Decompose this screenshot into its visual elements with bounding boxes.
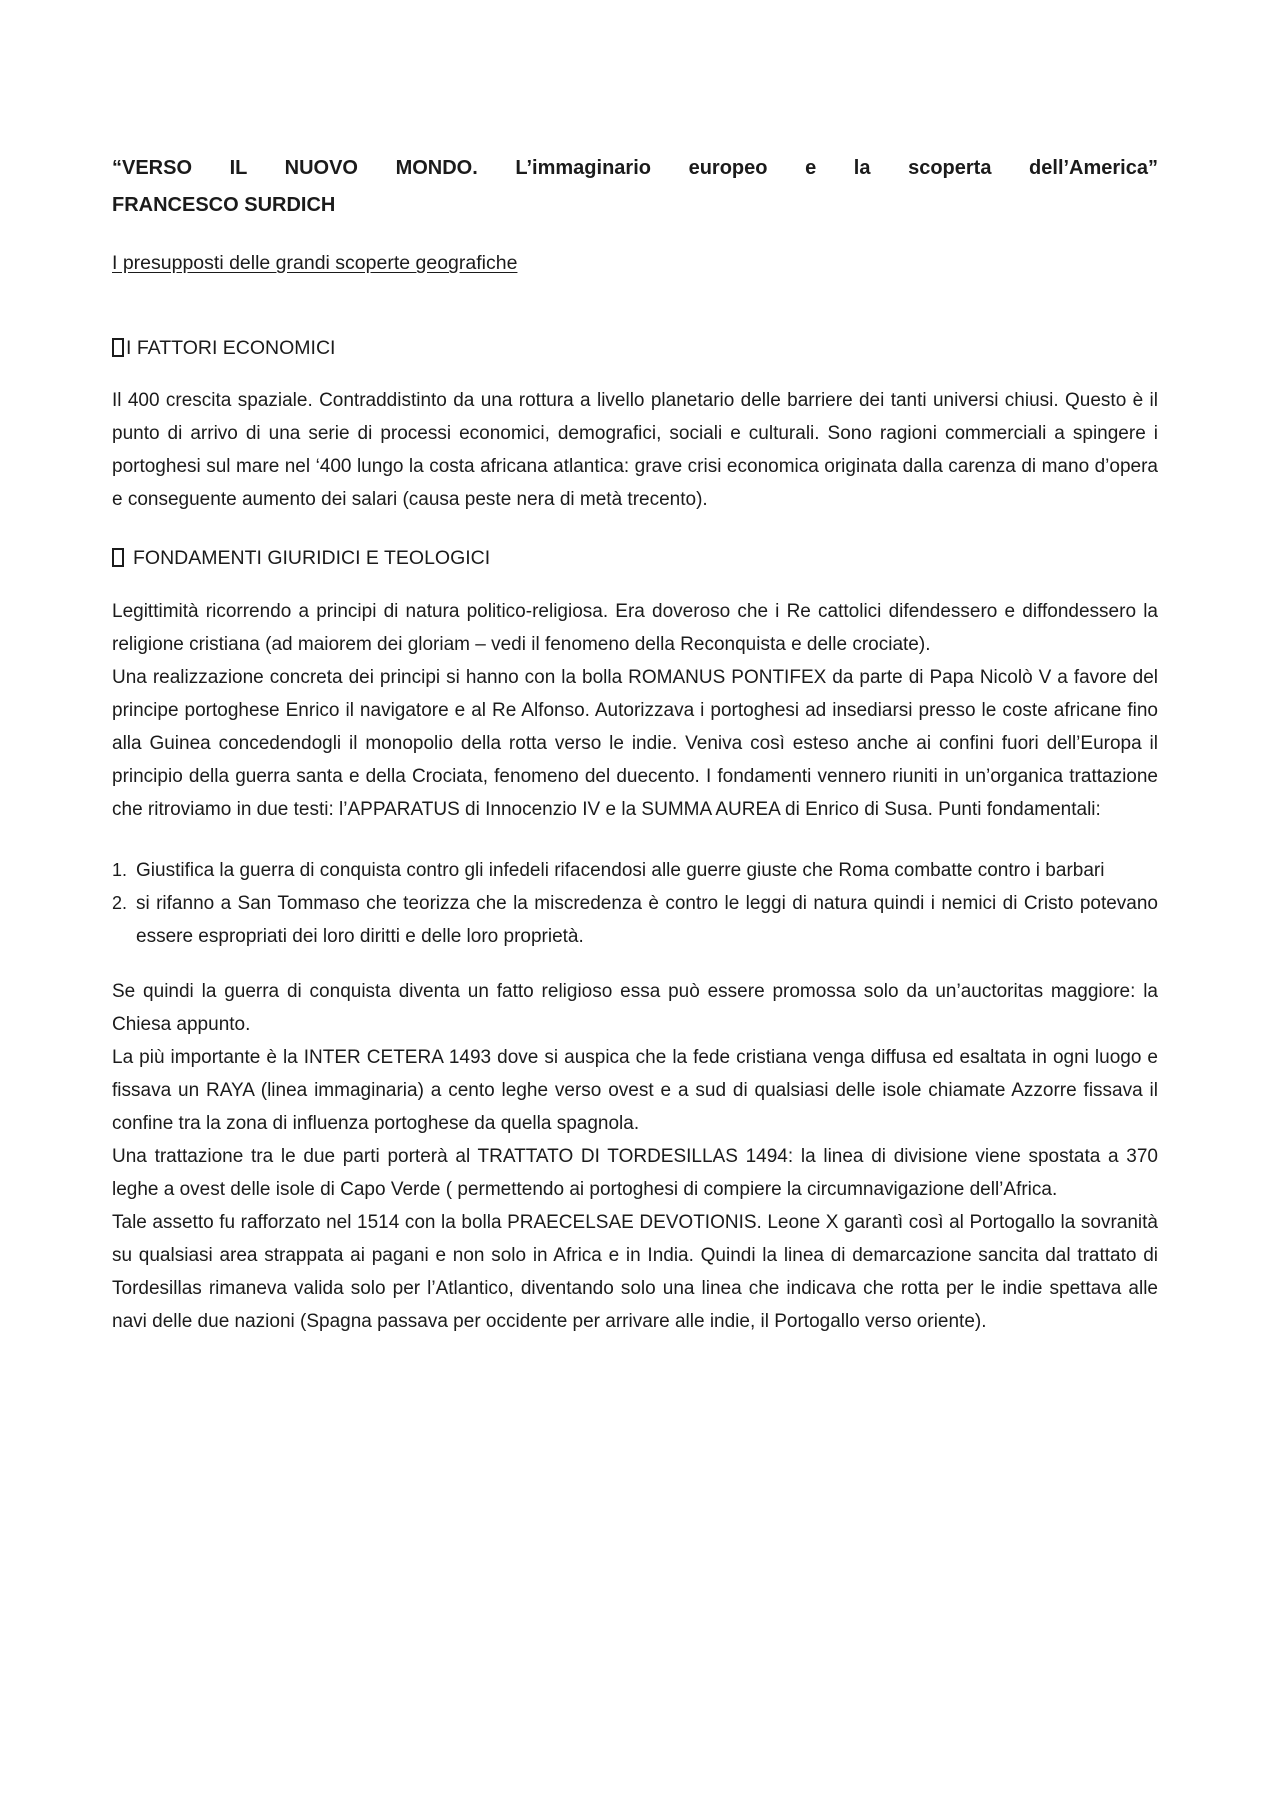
section-heading-fattori-economici: [112, 332, 1158, 365]
missing-glyph-icon: [112, 338, 124, 357]
section-heading-label: I FATTORI ECONOMICI: [126, 337, 336, 359]
paragraph: Se quindi la guerra di conquista diventa un fatto religioso essa può essere promossa solo da un’auctoritas maggiore: la Chiesa appunto.: [112, 981, 1158, 1035]
document-subtitle: I presupposti delle grandi scoperte geografiche: [112, 252, 518, 274]
section-body-fondamenti-giuridici: [112, 595, 1158, 826]
list-marker: 2.: [112, 893, 128, 913]
paragraph: La più importante è la INTER CETERA 1493 dove si auspica che la fede cristiana venga diffusa ed esaltata in ogni luogo e fissava un RAYA (linea immaginaria) a cento leghe verso ovest e a sud di qualsiasi delle isole chiamate Azzorre fissava il confine tra la zona di influenza portoghese da quella spagnola.: [112, 1047, 1158, 1134]
paragraph: Una trattazione tra le due parti porterà al TRATTATO DI TORDESILLAS 1494: la linea di divisione viene spostata a 370 leghe a ovest delle isole di Capo Verde ( permettendo ai portoghesi di compiere la circumnavigazione dell’Africa.: [112, 1146, 1158, 1200]
list-item-text: si rifanno a San Tommaso che teorizza che la miscredenza è contro le leggi di natura quindi i nemici di Cristo potevano essere espropriati dei loro diritti e delle loro proprietà.: [136, 893, 1158, 947]
document-title-line: “VERSO IL NUOVO MONDO. L’immaginario europeo e la scoperta dell’America”: [112, 157, 1158, 179]
paragraph: Il 400 crescita spaziale. Contraddistinto da una rottura a livello planetario delle barriere dei tanti universi chiusi. Questo è il punto di arrivo di una serie di processi economici, demografici, sociali e culturali. Sono ragioni commerciali a spingere i portoghesi sul mare nel ‘400 lungo la costa africana atlantica: grave crisi economica originata dalla carenza di mano d’opera e conseguente aumento dei salari (causa peste nera di metà trecento).: [112, 390, 1158, 510]
paragraph: Legittimità ricorrendo a principi di natura politico-religiosa. Era doveroso che i Re cattolici difendessero e diffondessero la religione cristiana (ad maiorem dei gloriam – vedi il fenomeno della Reconquista e delle crociate).: [112, 601, 1158, 655]
numbered-list: [112, 854, 1158, 953]
list-item-text: Giustifica la guerra di conquista contro gli infedeli rifacendosi alle guerre giuste che Roma combatte contro i barbari: [136, 860, 1105, 881]
paragraph: Tale assetto fu rafforzato nel 1514 con la bolla PRAECELSAE DEVOTIONIS. Leone X garantì così al Portogallo la sovranità su qualsiasi area strappata ai pagani e non solo in Africa e in India. Quindi la linea di demarcazione sancita dal trattato di Tordesillas rimaneva valida solo per l’Atlantico, diventando solo una linea che indicava che rotta per le indie spettava alle navi delle due nazioni (Spagna passava per occidente per arrivare alle indie, il Portogallo verso oriente).: [112, 1212, 1158, 1332]
section-heading-fondamenti-giuridici: [112, 542, 1158, 575]
document-author: FRANCESCO SURDICH: [112, 194, 336, 216]
section-body-conclusioni: [112, 975, 1158, 1338]
missing-glyph-icon: [112, 548, 124, 567]
subtitle-row: [112, 247, 1158, 280]
document-title: [112, 150, 1158, 224]
list-item: [112, 887, 1158, 953]
section-heading-label: FONDAMENTI GIURIDICI E TEOLOGICI: [133, 547, 491, 569]
list-marker: 1.: [112, 860, 128, 880]
paragraph: Una realizzazione concreta dei principi si hanno con la bolla ROMANUS PONTIFEX da parte di Papa Nicolò V a favore del principe portoghese Enrico il navigatore e al Re Alfonso. Autorizzava i portoghesi ad insediarsi presso le coste africane fino alla Guinea concedendogli il monopolio della rotta verso le indie. Veniva così esteso anche ai confini fuori dell’Europa il principio della guerra santa e della Crociata, fenomeno del duecento. I fondamenti vennero riuniti in un’organica trattazione che ritroviamo in due testi: l’APPARATUS di Innocenzio IV e la SUMMA AUREA di Enrico di Susa. Punti fondamentali:: [112, 667, 1158, 820]
list-item: [112, 854, 1158, 887]
section-body-fattori-economici: [112, 384, 1158, 516]
